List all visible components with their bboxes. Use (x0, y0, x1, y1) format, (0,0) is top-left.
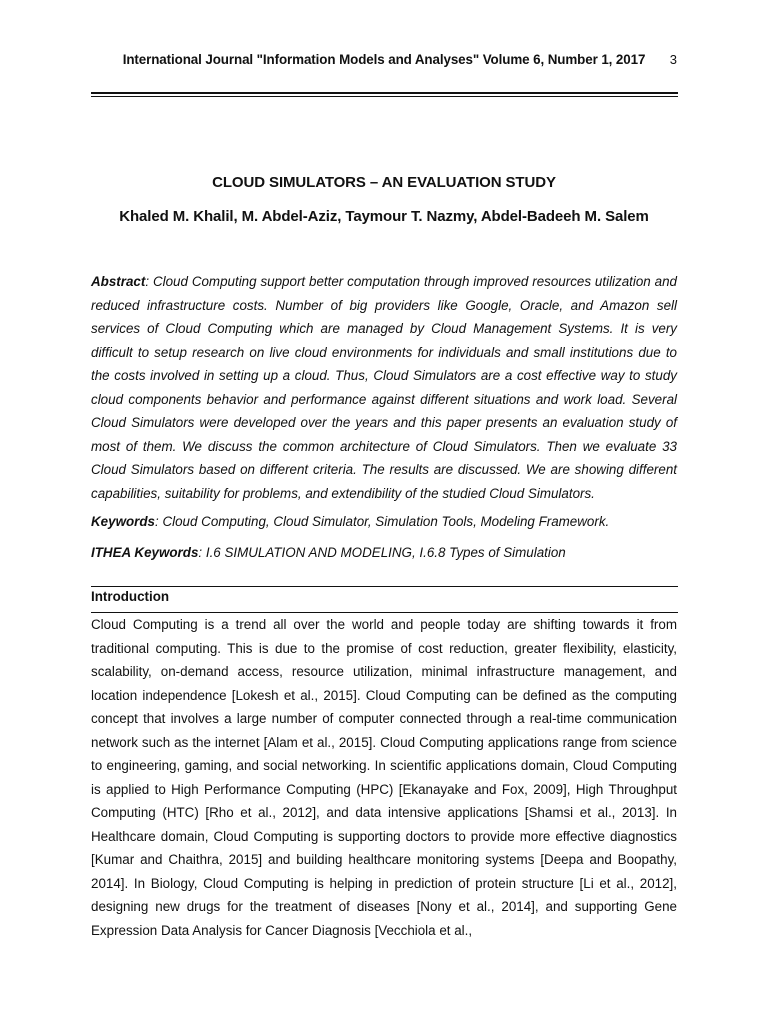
introduction-body: Cloud Computing is a trend all over the world and people today are shifting towards it from traditional computing. This is due to the promise of cost reduction, greater flexibility, elasticity, scalability, on-demand access, resource utilization, minimal infrastructure management, and location independence [Lokesh et al., 2015]. Cloud Computing can be defined as the computing concept that involves a large number of computer connected through a real-time communication network such as the internet [Alam et al., 2015]. Cloud Computing applications range from science to engineering, gaming, and social networking. In scientific applications domain, Cloud Computing is applied to High Performance Computing (HPC) [Ekanayake and Fox, 2009], High Throughput Computing (HTC) [Rho et al., 2012], and data intensive applications [Shamsi et al., 2013]. In Healthcare domain, Cloud Computing is supporting doctors to provide more effective diagnostics [Kumar and Chaithra, 2015] and building healthcare monitoring systems [Deepa and Boopathy, 2014]. In Biology, Cloud Computing is helping in prediction of protein structure [Li et al., 2012], designing new drugs for the treatment of diseases [Nony et al., 2014], and supporting Gene Expression Data Analysis for Cancer Diagnosis [Vecchiola et al., (91, 617, 677, 938)
keywords-label: Keywords (91, 514, 155, 529)
keywords-text: : Cloud Computing, Cloud Simulator, Simulation Tools, Modeling Framework. (155, 514, 610, 529)
page-number: 3 (669, 52, 677, 67)
abstract (91, 270, 677, 505)
ithea-keywords-text: : I.6 SIMULATION AND MODELING, I.6.8 Types of Simulation (198, 545, 566, 560)
section-rule-top (91, 586, 678, 587)
keywords (91, 512, 677, 532)
ithea-keywords (91, 543, 677, 563)
abstract-label: Abstract (91, 274, 146, 289)
running-header (0, 50, 768, 70)
paper-authors: Khaled M. Khalil, M. Abdel-Aziz, Taymour T. Nazmy, Abdel-Badeeh M. Salem (119, 208, 649, 225)
paper-title: CLOUD SIMULATORS – AN EVALUATION STUDY (212, 174, 556, 191)
ithea-keywords-label: ITHEA Keywords (91, 545, 199, 560)
section-heading-introduction: Introduction (91, 589, 170, 604)
abstract-text: : Cloud Computing support better computation through improved resources utilization and reduced infrastructure costs. Number of big providers like Google, Oracle, and Amazon sell services of Cloud Computing which are managed by Cloud Management Systems. It is very difficult to setup research on live cloud environments for individuals and small institutions due to the costs involved in setting up a cloud. Thus, Cloud Simulators are a cost effective way to study cloud components behavior and performance against different situations and work load. Several Cloud Simulators were developed over the years and this paper presents an evaluation study of most of them. We discuss the common architecture of Cloud Simulators. Then we evaluate 33 Cloud Simulators based on different criteria. The results are discussed. We are showing different capabilities, suitability for problems, and extendibility of the studied Cloud Simulators. (91, 274, 677, 501)
header-double-rule (91, 92, 678, 97)
journal-title: International Journal "Information Models and Analyses" Volume 6, Number 1, 2017 (122, 52, 646, 67)
